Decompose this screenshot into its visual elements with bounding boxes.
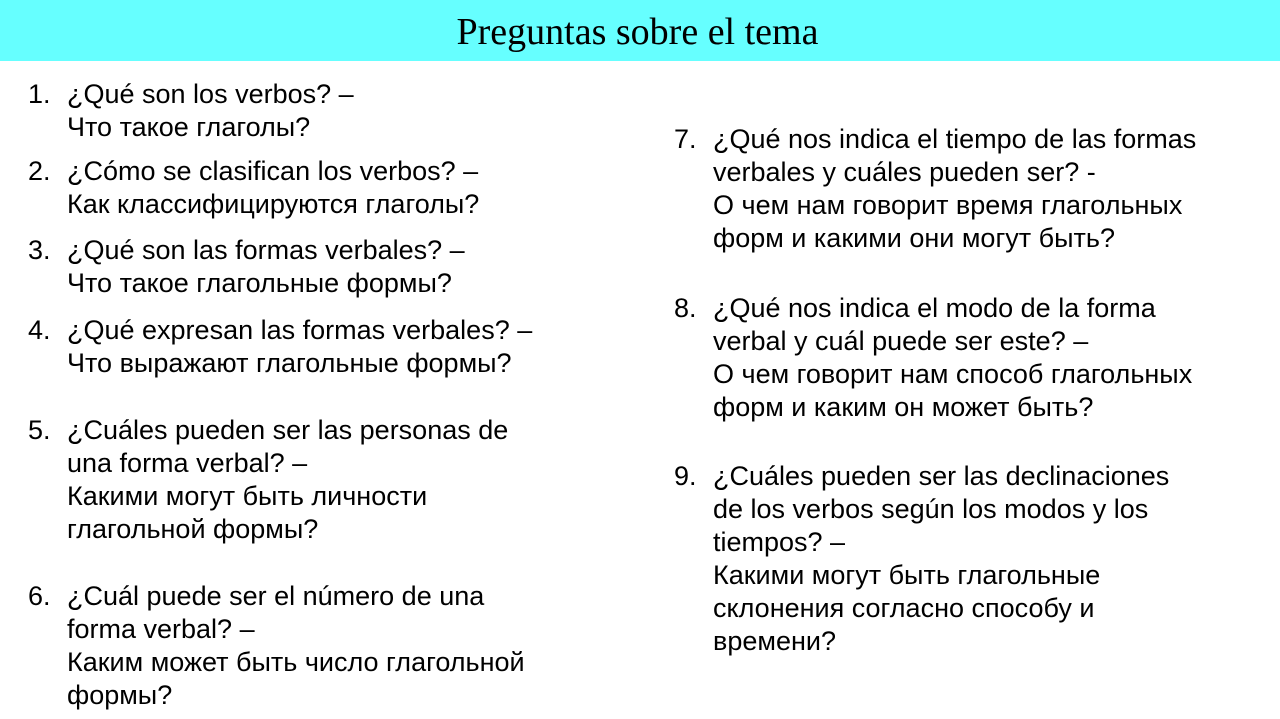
question-translation: форм и какими они могут быть?	[713, 223, 1115, 253]
question-number: 8.	[674, 293, 697, 323]
question-translation: О чем говорит нам способ глагольных	[713, 359, 1193, 389]
title-bar	[0, 0, 1280, 61]
question-translation: Какими могут быть личности	[67, 481, 428, 511]
question-text: verbales y cuáles pueden ser? -	[713, 157, 1096, 187]
page-title: Preguntas sobre el tema	[456, 11, 819, 53]
question-text: ¿Qué nos indica el modo de la forma	[713, 293, 1156, 323]
question-text: ¿Cuáles pueden ser las declinaciones	[713, 461, 1170, 491]
question-text: ¿Qué expresan las formas verbales? –	[67, 315, 533, 345]
question-translation: Что такое глаголы?	[67, 112, 311, 142]
question-translation: времени?	[713, 626, 836, 656]
question-text: ¿Cuáles pueden ser las personas de	[67, 415, 509, 445]
question-text: ¿Qué nos indica el tiempo de las formas	[713, 124, 1197, 154]
question-translation: Что выражают глагольные формы?	[67, 348, 512, 378]
question-translation: Каким может быть число глагольной	[67, 647, 525, 677]
question-translation: склонения согласно способу и	[713, 593, 1095, 623]
question-number: 1.	[28, 79, 51, 109]
question-number: 9.	[674, 461, 697, 491]
question-text: ¿Qué son los verbos? –	[67, 79, 354, 109]
question-number: 5.	[28, 415, 51, 445]
question-text: tiempos? –	[713, 527, 846, 557]
question-text: verbal y cuál puede ser este? –	[713, 326, 1089, 356]
question-number: 2.	[28, 156, 51, 186]
question-translation: глагольной формы?	[67, 514, 319, 544]
question-number: 4.	[28, 315, 51, 345]
question-number: 7.	[674, 124, 697, 154]
question-translation: формы?	[67, 680, 173, 710]
question-translation: Что такое глагольные формы?	[67, 268, 452, 298]
question-translation: О чем нам говорит время глагольных	[713, 190, 1183, 220]
question-text: una forma verbal? –	[67, 448, 308, 478]
question-text: forma verbal? –	[67, 614, 255, 644]
question-translation: Как классифицируются глаголы?	[67, 189, 480, 219]
question-text: ¿Qué son las formas verbales? –	[67, 235, 465, 265]
question-text: ¿Cuál puede ser el número de una	[67, 581, 485, 611]
question-number: 6.	[28, 581, 51, 611]
question-translation: Какими могут быть глагольные	[713, 560, 1101, 590]
question-text: de los verbos según los modos y los	[713, 494, 1149, 524]
question-translation: форм и каким он может быть?	[713, 392, 1094, 422]
question-text: ¿Cómo se clasifican los verbos? –	[67, 156, 479, 186]
question-number: 3.	[28, 235, 51, 265]
